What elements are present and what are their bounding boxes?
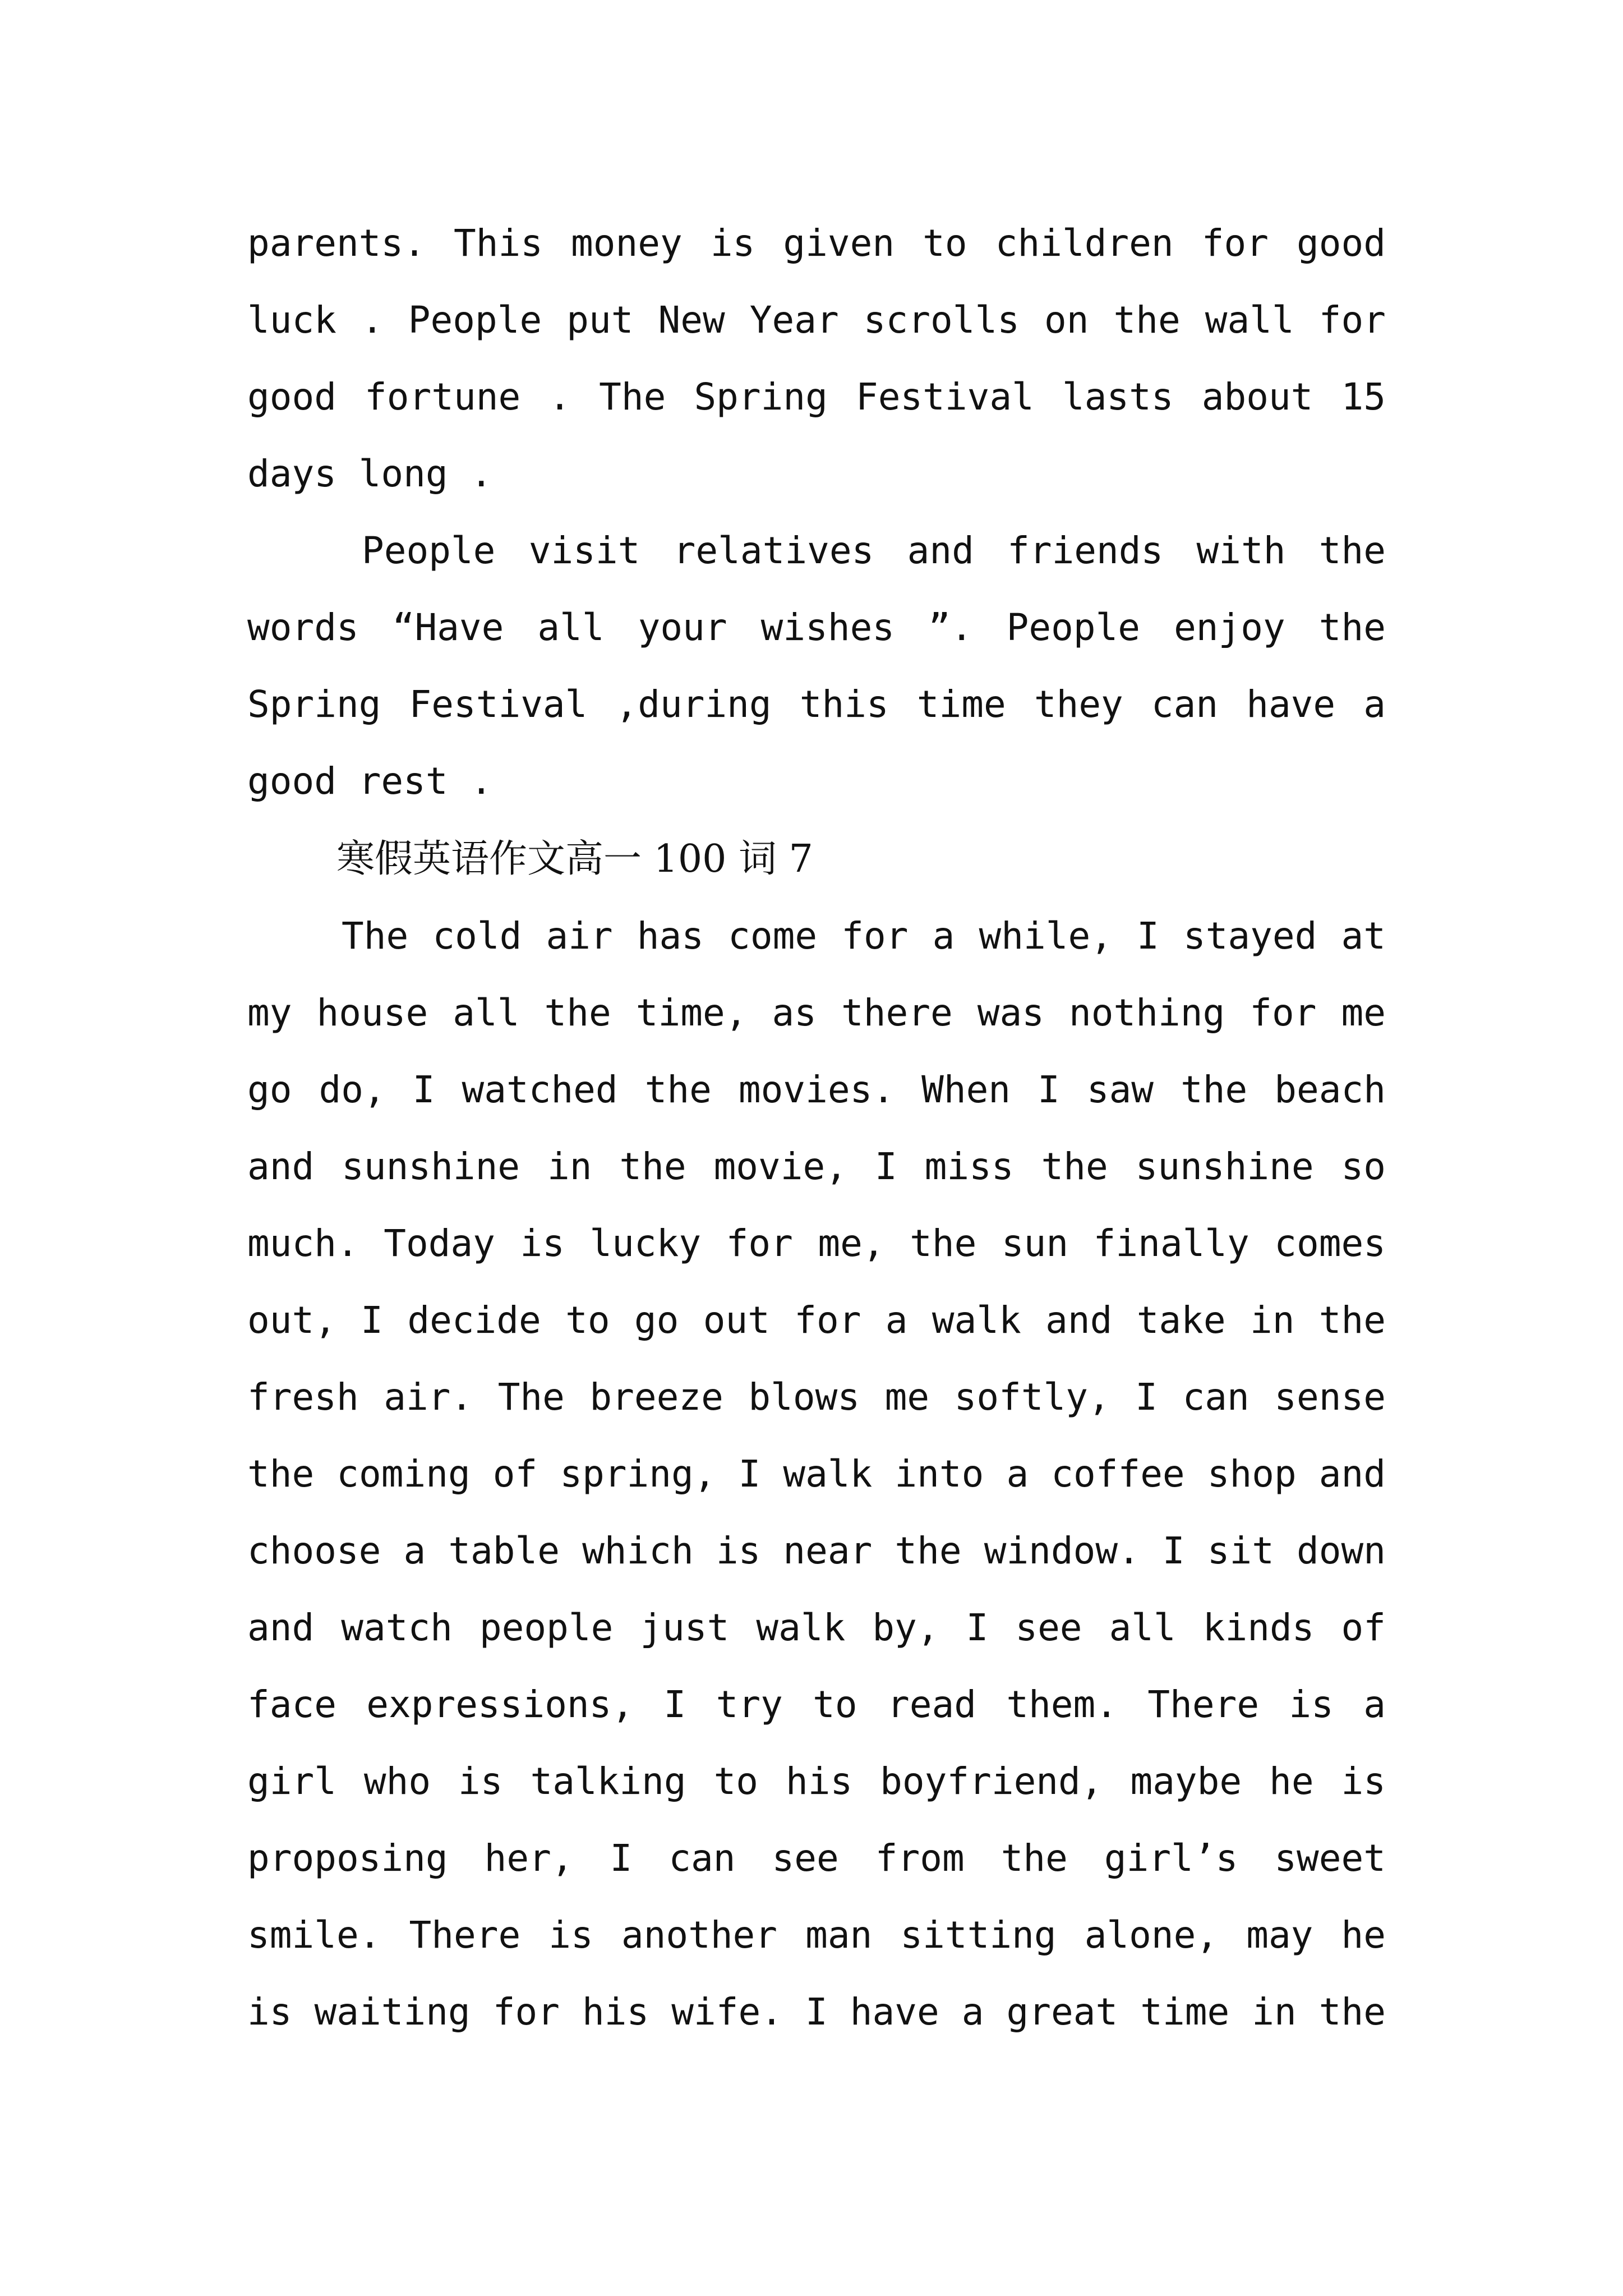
paragraph-line: out, I decide to go out for a walk and take in the <box>247 1299 1386 1342</box>
paragraph-line: good rest . <box>247 760 493 803</box>
paragraph-1 <box>247 205 1386 512</box>
paragraph-line: The cold air has come for a while, I stayed at <box>342 914 1386 958</box>
paragraph-line: go do, I watched the movies. When I saw the beach <box>247 1068 1386 1111</box>
paragraph-line: good fortune . The Spring Festival lasts about 15 <box>247 375 1386 418</box>
paragraph-line: fresh air. The breeze blows me softly, I can sense <box>247 1375 1386 1419</box>
paragraph-line: luck . People put New Year scrolls on the wall for <box>247 298 1386 342</box>
paragraph-line: words “Have all your wishes ”. People enjoy the <box>247 606 1386 649</box>
paragraph-line: face expressions, I try to read them. There is a <box>247 1683 1386 1726</box>
paragraph-line: proposing her, I can see from the girl’s sweet <box>247 1837 1386 1880</box>
paragraph-line: smile. There is another man sitting alone, may he <box>247 1913 1386 1957</box>
paragraph-line: choose a table which is near the window. I sit down <box>247 1529 1386 1572</box>
paragraph-line: People visit relatives and friends with the <box>362 529 1386 572</box>
paragraph-line: and watch people just walk by, I see all kinds of <box>247 1606 1386 1649</box>
paragraph-line: days long . <box>247 452 493 495</box>
paragraph-line: girl who is talking to his boyfriend, maybe he is <box>247 1760 1386 1803</box>
paragraph-line: is waiting for his wife. I have a great time in the <box>247 1990 1386 2033</box>
paragraph-2 <box>247 512 1386 820</box>
paragraph-3 <box>247 898 1386 2050</box>
paragraph-line: Spring Festival ,during this time they can have a <box>247 683 1386 726</box>
section-heading: 寒假英语作文高一 100 词 7 <box>336 837 813 881</box>
paragraph-line: the coming of spring, I walk into a coffee shop and <box>247 1452 1386 1496</box>
paragraph-line: my house all the time, as there was nothing for me <box>247 991 1386 1034</box>
paragraph-line: parents. This money is given to children for good <box>247 222 1386 265</box>
paragraph-line: much. Today is lucky for me, the sun finally comes <box>247 1222 1386 1265</box>
paragraph-line: and sunshine in the movie, I miss the sunshine so <box>247 1145 1386 1188</box>
